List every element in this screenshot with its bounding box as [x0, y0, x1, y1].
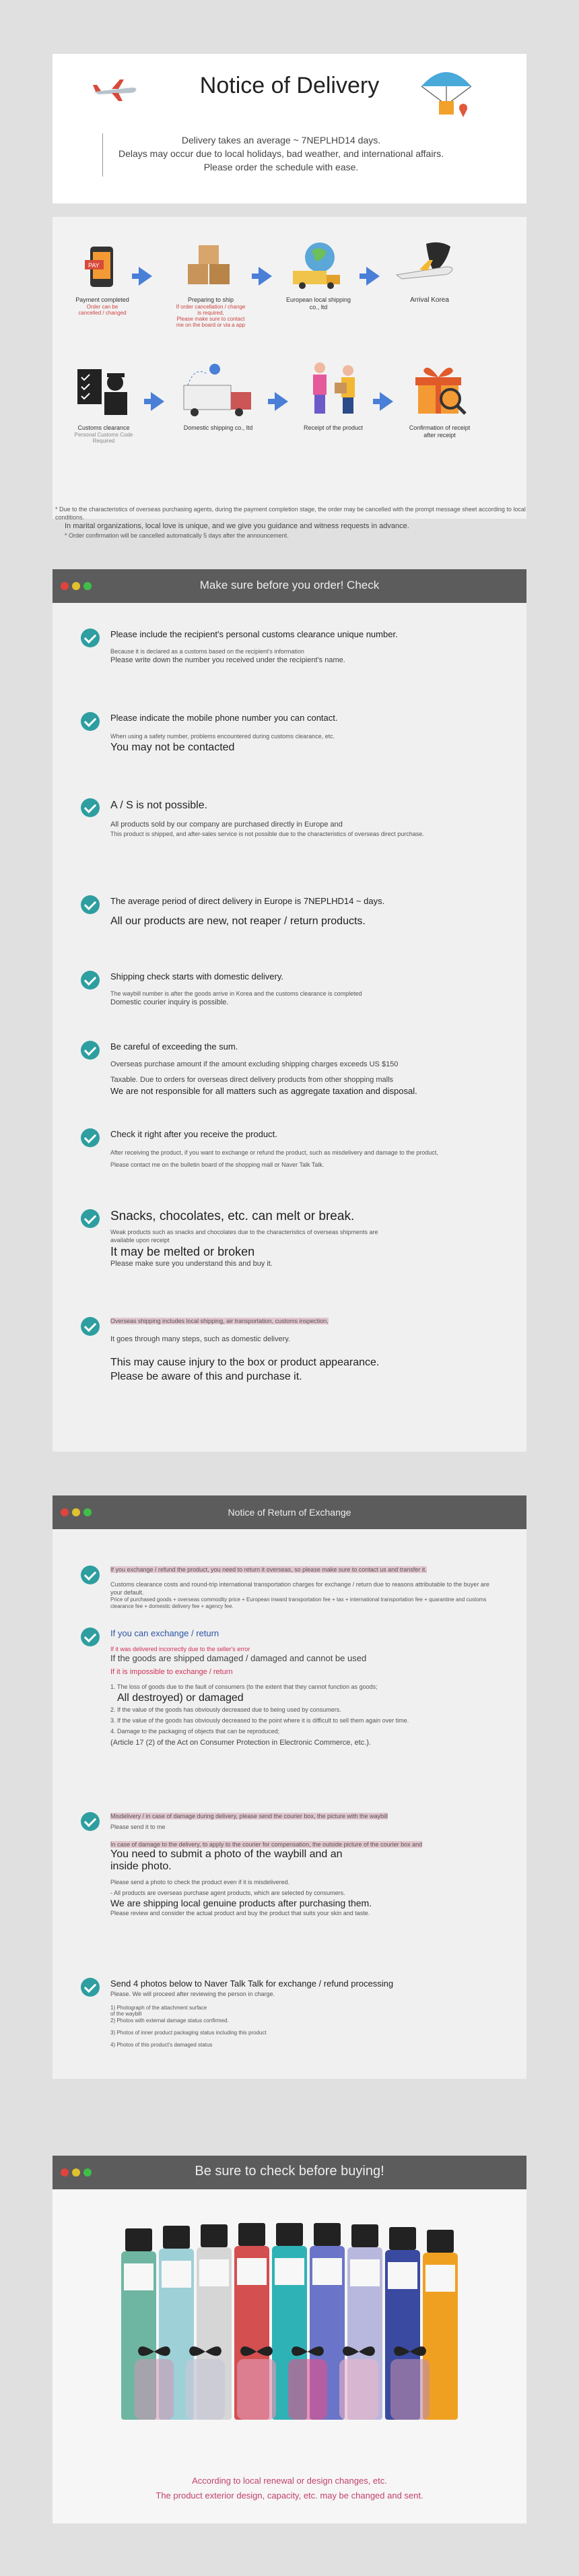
section-titlebar [53, 2156, 526, 2189]
perfume-bottle [237, 2359, 276, 2420]
check-heading: Be careful of exceeding the sum. [110, 1041, 238, 1052]
exchange-list-item: (Article 17 (2) of the Act on Consumer Protection in Electronic Commerce, etc.). [110, 1739, 371, 1747]
check-circle-icon [81, 712, 100, 731]
exchange-list-item: 3) Photos of inner product packaging status including this product [110, 2030, 267, 2036]
customs-officer-icon [73, 365, 134, 419]
flow-step-sub: Personal Customs Code Required [74, 432, 133, 444]
check-heading: A / S is not possible. [110, 800, 208, 811]
flow-step-extra: Please make sure to contact me on the board or via a app [176, 316, 246, 328]
check-circle-icon [81, 971, 100, 990]
flow-step-european-shipping [281, 237, 355, 311]
check-line: The waybill number is after the goods arrive in Korea and the customs clearance is completed [110, 990, 362, 997]
flow-step-label: Preparing to ship [187, 296, 234, 303]
perfume-bottle [135, 2359, 174, 2420]
perfume-bottle [288, 2359, 327, 2420]
lead-line: Delays may occur due to local holidays, bad weather, and international affairs. [118, 148, 444, 159]
flow-note: In marital organizations, local love is unique, and we give you guidance and witness requests in advance. [65, 522, 409, 530]
check-emphasis: This may cause injury to the box or product appearance. [110, 1357, 380, 1368]
plane-korea-icon [393, 237, 467, 291]
exchange-line: In case of damage to the delivery, to apply to the courier for compensation, the outside picture of the courier box and [110, 1841, 423, 1848]
flow-arrow-head [366, 267, 380, 286]
exchange-line: If it was delivered incorrectly due to the seller's error [110, 1646, 250, 1652]
exchange-line: If the goods are shipped damaged / damaged and cannot be used [110, 1653, 367, 1663]
check-emphasis: You may not be contacted [110, 742, 235, 753]
lead-line: Delivery takes an average ~ 7NEPLHD14 days. [181, 135, 381, 146]
exchange-after: Please review and consider the actual product and buy the product that suits your skin and taste. [110, 1910, 370, 1917]
flow-step-label: Confirmation of receipt after receipt [409, 424, 471, 439]
flow-step-label: Domestic shipping co., ltd [183, 424, 253, 431]
section-title: Make sure before you order! Check [199, 579, 380, 591]
exchange-list-item: 1. The loss of goods due to the fault of consumers (to the extent that they cannot function as goods; [110, 1683, 378, 1690]
flow-step-preparing [174, 237, 248, 328]
delivery-lead-text [102, 133, 459, 176]
flow-step-sub: Order can be cancelled / changed [78, 304, 127, 316]
parachute-box-icon [416, 63, 477, 124]
exchange-list-item: 3. If the value of the goods has obviously decreased to the point where it is difficult to sell them again over time. [110, 1717, 409, 1724]
check-circle-icon [81, 629, 100, 647]
check-circle-icon [81, 798, 100, 817]
check-section [53, 569, 526, 1452]
check-line: This product is shipped, and after-sales service is not possible due to the characteristics of overseas direct purchase. [110, 831, 424, 837]
delivery-truck-icon [174, 358, 262, 419]
check-circle-icon [81, 1812, 100, 1831]
product-image [121, 2218, 458, 2420]
check-line: After receiving the product, if you want to exchange or refund the product, such as misdelivery and damage to the product, [110, 1149, 438, 1156]
buy-note: According to local renewal or design changes, etc. [192, 2476, 387, 2486]
check-line: Because it is declared as a customs based on the recipient's information [110, 648, 304, 655]
perfume-bottle [186, 2359, 225, 2420]
check-line: Taxable. Due to orders for overseas direct delivery products from other shopping malls [110, 1076, 394, 1084]
check-circle-icon [81, 1209, 100, 1228]
buy-notes [53, 2474, 526, 2503]
check-circle-icon [81, 895, 100, 914]
flow-step-label: European local shipping co., ltd [285, 296, 351, 311]
boxes-icon [184, 237, 238, 291]
receiving-person-icon [300, 358, 367, 419]
delivery-notice-header [53, 54, 526, 203]
check-line: Please contact me on the bulletin board of the shopping mall or Naver Talk Talk. [110, 1161, 325, 1168]
flow-step-customs [70, 365, 137, 444]
check-line: Domestic courier inquiry is possible. [110, 998, 229, 1006]
flow-step-sub: If order cancellation / change is required, [176, 304, 246, 316]
flow-note: * Order confirmation will be cancelled automatically 5 days after the announcement. [65, 532, 289, 539]
exchange-heading: If you exchange / refund the product, you need to return it overseas, so please make sure to contact us and transfer it. [110, 1566, 427, 1573]
exchange-line: Price of purchased goods + overseas commodity price + European inward transportation fee + tax + international transportation fee + quarantine and customs clearance fee + domestic delivery fee + agency fee. [110, 1597, 487, 1609]
flow-arrow-head [275, 392, 288, 411]
check-line: When using a safety number, problems encountered during customs clearance, etc. [110, 733, 335, 740]
section-titlebar [53, 1495, 526, 1529]
flow-step-label: Receipt of the product [303, 424, 364, 431]
check-heading: Please include the recipient's personal customs clearance unique number. [110, 629, 398, 639]
flow-step-label: Arrival Korea [410, 296, 449, 304]
perfume-bottle [339, 2359, 378, 2420]
section-title: Notice of Return of Exchange [228, 1507, 351, 1518]
payment-phone-icon [82, 244, 123, 291]
gift-box-icon [407, 358, 472, 419]
flow-step-arrival [389, 237, 470, 304]
buy-section [53, 2156, 526, 2523]
flow-arrow-head [259, 267, 272, 286]
check-line: Please write down the number you received under the recipient's name. [110, 656, 345, 664]
exchange-line: - All products are overseas purchase agent products, which are selected by consumers. [110, 1890, 345, 1896]
lead-line: Please order the schedule with ease. [203, 162, 359, 172]
exchange-list-item: 2. If the value of the goods has obviously decreased due to being used by consumers. [110, 1706, 341, 1713]
exchange-emphasis: We are shipping local genuine products after purchasing them. [110, 1898, 372, 1908]
flow-step-payment [75, 244, 129, 316]
check-after: Please be aware of this and purchase it. [110, 1371, 302, 1382]
exchange-list-item: 2) Photos with external damage status confirmed. [110, 2018, 229, 2024]
check-emphasis: It may be melted or broken [110, 1245, 255, 1258]
check-line: We are not responsible for all matters such as aggregate taxation and disposal. [110, 1086, 417, 1096]
exchange-heading: Send 4 photos below to Naver Talk Talk for exchange / refund processing [110, 1978, 394, 1989]
page-title: Notice of Delivery [199, 73, 380, 98]
flow-step-confirm [403, 358, 477, 439]
check-line: It goes through many steps, such as domestic delivery. [110, 1335, 290, 1343]
check-circle-icon [81, 1566, 100, 1584]
check-circle-icon [81, 1628, 100, 1646]
check-line: Overseas purchase amount if the amount excluding shipping charges exceeds US $150 [110, 1060, 399, 1068]
check-circle-icon [81, 1317, 100, 1336]
flow-step-label: Payment completed [75, 296, 129, 303]
check-circle-icon [81, 1128, 100, 1147]
exchange-heading: If you can exchange / return [110, 1628, 219, 1638]
check-heading: Please indicate the mobile phone number you can contact. [110, 713, 338, 723]
globe-truck-icon [286, 237, 351, 291]
check-circle-icon [81, 1041, 100, 1060]
check-circle-icon [81, 1978, 100, 1997]
svg-text:PAY: PAY [88, 262, 100, 269]
flow-arrow-head [139, 267, 152, 286]
exchange-list-item: 4. Damage to the packaging of objects that can be reproduced; [110, 1728, 280, 1735]
check-line: All products sold by our company are purchased directly in Europe and [110, 820, 343, 829]
check-emphasis: All our products are new, not reaper / return products. [110, 915, 366, 927]
exchange-section [53, 1495, 526, 2079]
flow-step-domestic [171, 358, 265, 432]
check-heading: Snacks, chocolates, etc. can melt or break. [110, 1209, 355, 1223]
exchange-line: Customs clearance costs and round-trip international transportation charges for exchange / return due to reasons attributable to the buyer are your default. [110, 1581, 489, 1596]
exchange-line: Please send a photo to check the product even if it is misdelivered. [110, 1879, 290, 1886]
exchange-list-item: All destroyed) or damaged [117, 1692, 244, 1704]
exchange-subheading: If it is impossible to exchange / return [110, 1668, 233, 1676]
section-title: Be sure to check before buying! [195, 2164, 384, 2179]
flow-notes [55, 505, 526, 540]
flow-note: * Due to the characteristics of overseas purchasing agents, during the payment completion stage, the order may be cancelled with the prompt message sheet according to local conditions. [55, 506, 526, 521]
exchange-heading: Misdelivery / in case of damage during delivery, please send the courier box, the picture with the waybill [110, 1813, 388, 1820]
check-heading: Overseas shipping includes local shipping, air transportation, customs inspection, [110, 1318, 329, 1324]
section-titlebar [53, 569, 526, 603]
flow-arrow-head [380, 392, 393, 411]
delivery-flow [53, 217, 526, 539]
flow-step-label: Customs clearance [77, 424, 130, 431]
perfume-bottle [390, 2359, 430, 2420]
check-after: Please make sure you understand this and buy it. [110, 1260, 273, 1268]
exchange-sub: Please send it to me [110, 1824, 166, 1830]
flow-arrow-head [151, 392, 164, 411]
check-heading: The average period of direct delivery in Europe is 7NEPLHD14 ~ days. [110, 896, 385, 906]
exchange-list-item: 1) Photograph of the attachment surface of the waybill [110, 2005, 207, 2017]
exchange-list-item: 4) Photos of this product's damaged status [110, 2042, 213, 2048]
check-heading: Check it right after you receive the product. [110, 1129, 277, 1139]
flow-step-receipt [296, 358, 370, 432]
buy-note: The product exterior design, capacity, etc. may be changed and sent. [156, 2490, 423, 2501]
exchange-emphasis: You need to submit a photo of the waybill and an inside photo. [110, 1848, 343, 1872]
exchange-sub: Please. We will proceed after reviewing the person in charge. [110, 1991, 275, 1997]
check-line: Weak products such as snacks and chocolates due to the characteristics of overseas shipments are available upon receipt [110, 1229, 378, 1244]
check-heading: Shipping check starts with domestic delivery. [110, 971, 283, 981]
